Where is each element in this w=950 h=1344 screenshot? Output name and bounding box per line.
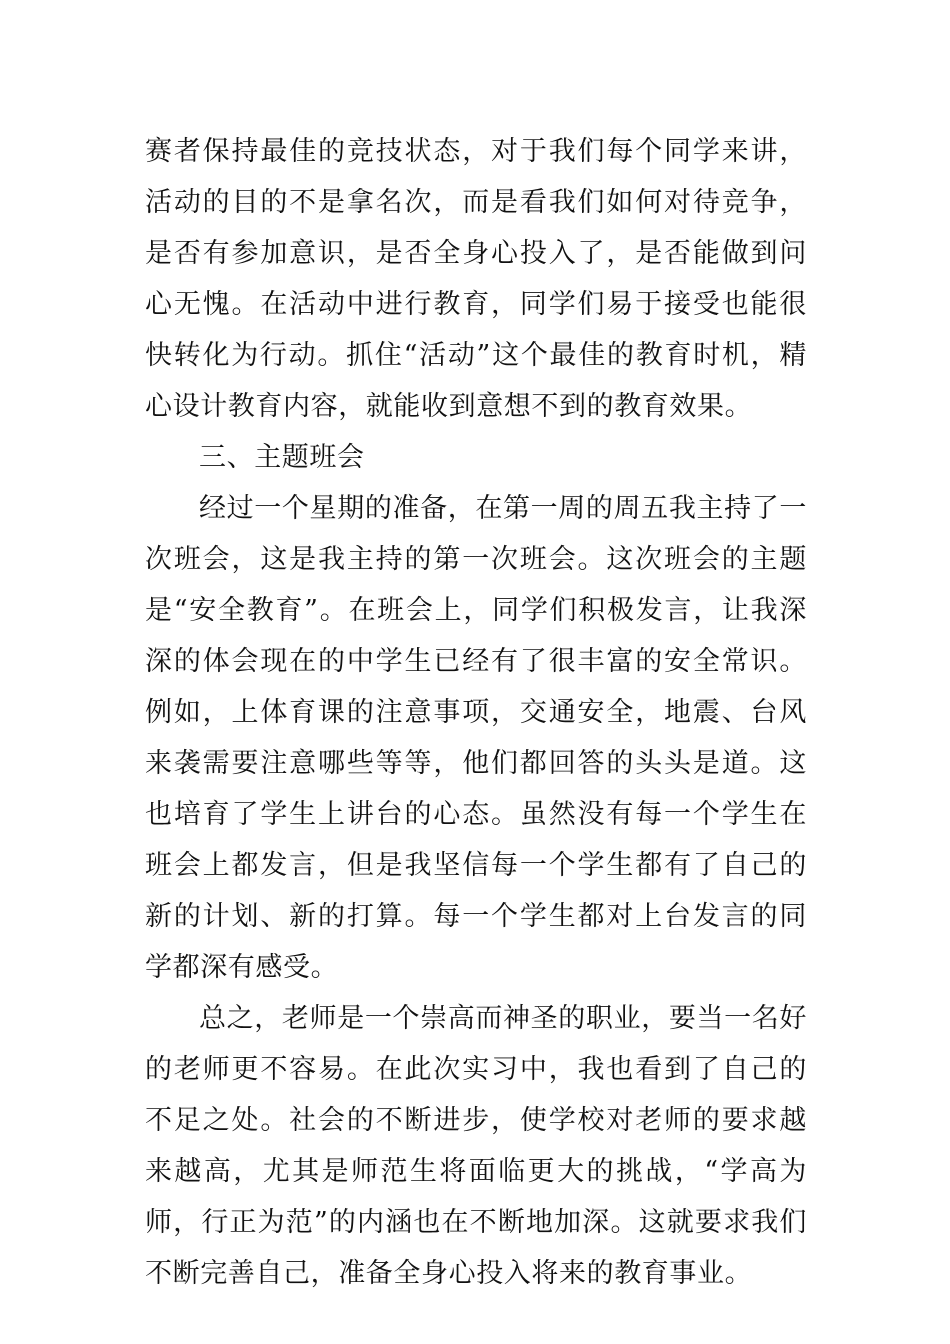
paragraph-class-meeting: 经过一个星期的准备，在第一周的周五我主持了一次班会，这是我主持的第一次班会。这次班会的主题是“安全教育”。在班会上，同学们积极发言，让我深深的体会现在的中学生已经有了很丰富的安全常识。例如，上体育课的注意事项，交通安全，地震、台风来袭需要注意哪些等等，他们都回答的头头是道。这也培育了学生上讲台的心态。虽然没有每一个学生在班会上都发言，但是我坚信每一个学生都有了自己的新的计划、新的打算。每一个学生都对上台发言的同学都深有感受。 xyxy=(145,493,807,983)
document-body xyxy=(145,126,807,1299)
section-heading-class-meeting: 三、主题班会 xyxy=(199,442,365,473)
paragraph-conclusion: 总之，老师是一个崇高而神圣的职业，要当一名好的老师更不容易。在此次实习中，我也看到了自己的不足之处。社会的不断进步，使学校对老师的要求越来越高，尤其是师范生将面临更大的挑战，“学高为师，行正为范”的内涵也在不断地加深。这就要求我们不断完善自己，准备全身心投入将来的教育事业。 xyxy=(145,1003,807,1289)
paragraph-activity-education: 赛者保持最佳的竞技状态，对于我们每个同学来讲，活动的目的不是拿名次，而是看我们如何对待竞争，是否有参加意识，是否全身心投入了，是否能做到问心无愧。在活动中进行教育，同学们易于接受也能很快转化为行动。抓住“活动”这个最佳的教育时机，精心设计教育内容，就能收到意想不到的教育效果。 xyxy=(145,136,807,422)
